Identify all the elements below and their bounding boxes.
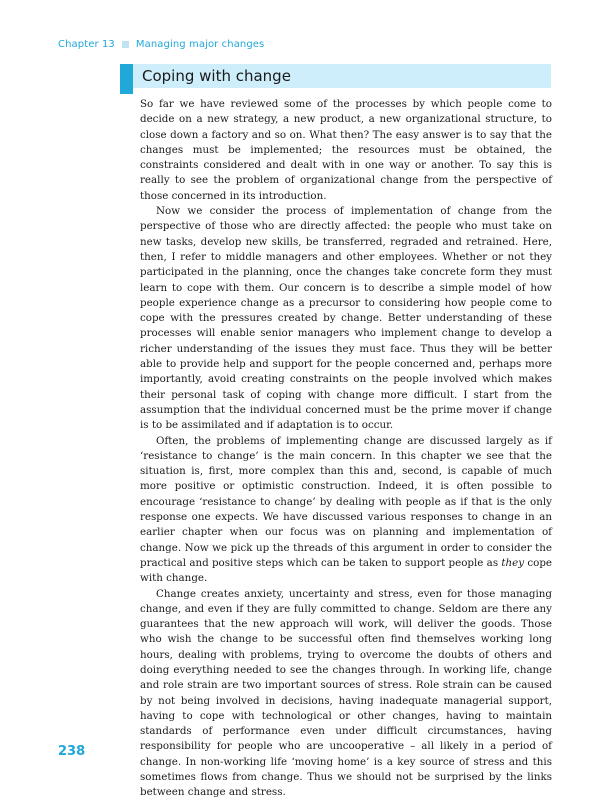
paragraph-text: cope with change.: [140, 556, 553, 585]
emphasis-text: they: [501, 556, 525, 569]
section-title: Coping with change: [142, 67, 291, 85]
paragraph: Now we consider the process of implementation of change from the perspective of those who are directly affected: the people who must take on new tasks, develop new skills, be transferred, regraded and retrained. Here, then, I refer to middle managers and other employees. Whether or not they participated in the planning, once the changes take concrete form they must learn to cope with them. Our concern is to describe a simple model of how people experience change as a precursor to considering how people come to cope with the pressures created by change. Better understanding of these processes will enable senior managers who implement change to develop a richer understanding of the issues they must face. Thus they will be better able to provide help and support for the people concerned and, perhaps more importantly, avoid creating constraints on the people involved which makes their personal task of coping with change more difficult. I start from the assumption that the individual concerned must be the prime mover if change is to be assimilated and if adaptation is to occur.: [140, 205, 552, 432]
paragraph: [140, 434, 552, 587]
body-text: [140, 97, 552, 801]
chapter-label: Chapter 13: [58, 39, 115, 50]
section-heading-band: [120, 64, 551, 88]
section-accent-bar: [120, 64, 133, 94]
running-header: [58, 39, 264, 50]
paragraph: So far we have reviewed some of the processes by which people come to decide on a new strategy, a new product, a new organizational structure, to close down a factory and so on. What then? The easy answer is to say that the changes must be implemented; the resources must be obtained, the constraints considered and dealt with in one way or another. To say this is really to see the problem of organizational change from the perspective of those concerned in its introduction.: [140, 98, 552, 202]
chapter-title: Managing major changes: [135, 39, 265, 50]
paragraph-text: Often, the problems of implementing change are discussed largely as if ‘resistance to change’ is the main concern. In this chapter we see that the situation is, first, more complex than this and, second, is capable of much more positive or optimistic construction. Indeed, it is often possible to encourage ‘resistance to change’ by dealing with people as if that is the only response one expects. We have discussed various responses to change in an earlier chapter when our focus was on planning and implementation of change. Now we pick up the threads of this argument in order to consider the practical and positive steps which can be taken to support people as: [140, 434, 552, 569]
separator-square-icon: [122, 41, 129, 48]
paragraph: Change creates anxiety, uncertainty and stress, even for those managing change, and even if they are fully committed to change. Seldom are there any guarantees that the new approach will work, will deliver the goods. Those who wish the change to be successful often find themselves working long hours, dealing with problems, trying to overcome the doubts of others and doing everything needed to see the changes through. In working life, change and role strain are two important sources of stress. Role strain can be caused by not being involved in decisions, having inadequate managerial support, having to cope with technological or other changes, having to maintain standards of performance even under difficult circumstances, having responsibility for people who are uncooperative – all likely in a period of change. In non-working life ‘moving home’ is a key source of stress and this sometimes flows from change. Thus we should not be surprised by the links between change and stress.: [140, 587, 552, 799]
page-number: 238: [58, 744, 86, 759]
